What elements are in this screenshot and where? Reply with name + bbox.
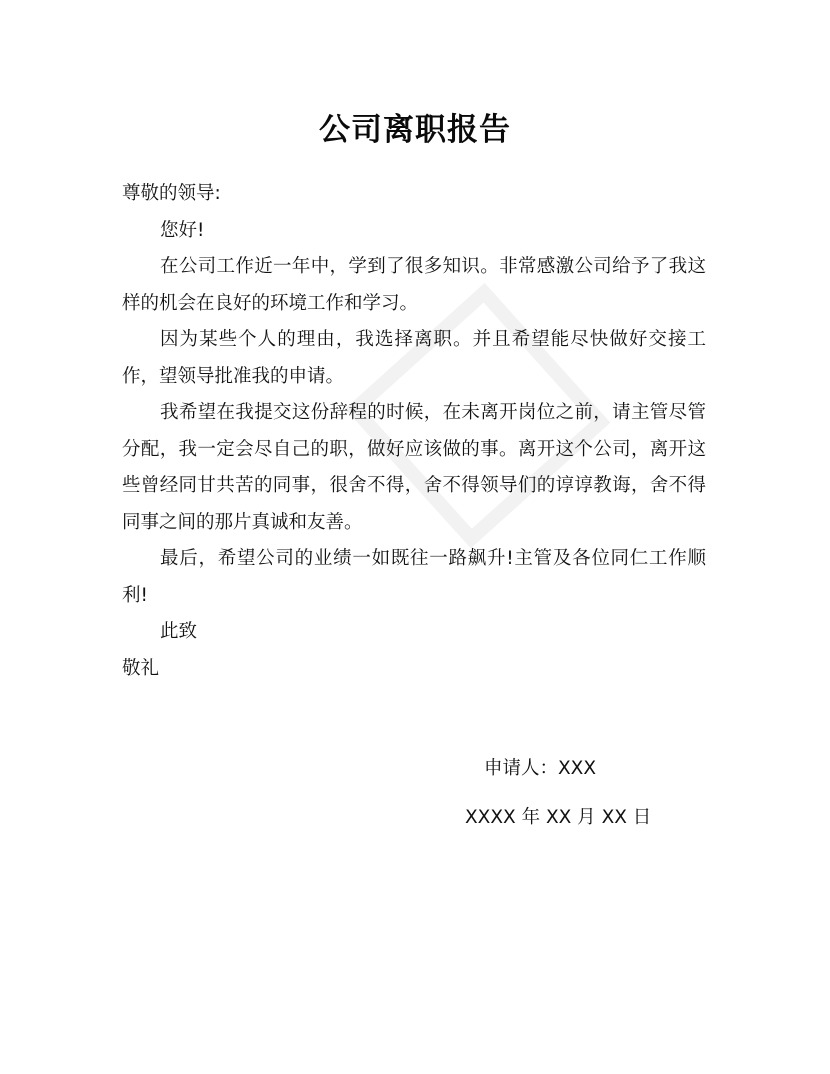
greeting: 您好! bbox=[160, 219, 205, 241]
paragraph-1: 在公司工作近一年中，学到了很多知识。非常感激公司给予了我这样的机会在良好的环境工作和学习。 bbox=[122, 256, 706, 314]
document-title: 公司离职报告 bbox=[319, 112, 511, 148]
document-body bbox=[122, 176, 706, 687]
salutation: 尊敬的领导: bbox=[122, 183, 221, 204]
paragraph-4: 最后，希望公司的业绩一如既往一路飙升!主管及各位同仁工作顺利! bbox=[122, 548, 706, 606]
signature-date: XXXX 年 XX 月 XX 日 bbox=[465, 807, 652, 828]
applicant-signature: 申请人：XXX bbox=[484, 758, 597, 779]
closing-line-1: 此致 bbox=[160, 621, 198, 642]
paragraph-2: 因为某些个人的理由，我选择离职。并且希望能尽快做好交接工作，望领导批准我的申请。 bbox=[122, 329, 706, 387]
closing-line-2: 敬礼 bbox=[122, 657, 160, 679]
paragraph-3: 我希望在我提交这份辞程的时候，在未离开岗位之前，请主管尽管分配，我一定会尽自己的职，做好应该做的事。离开这个公司，离开这些曾经同甘共苦的同事，很舍不得，舍不得领导们的谆谆教诲，舍不得同事之间的那片真诚和友善。 bbox=[122, 402, 706, 533]
